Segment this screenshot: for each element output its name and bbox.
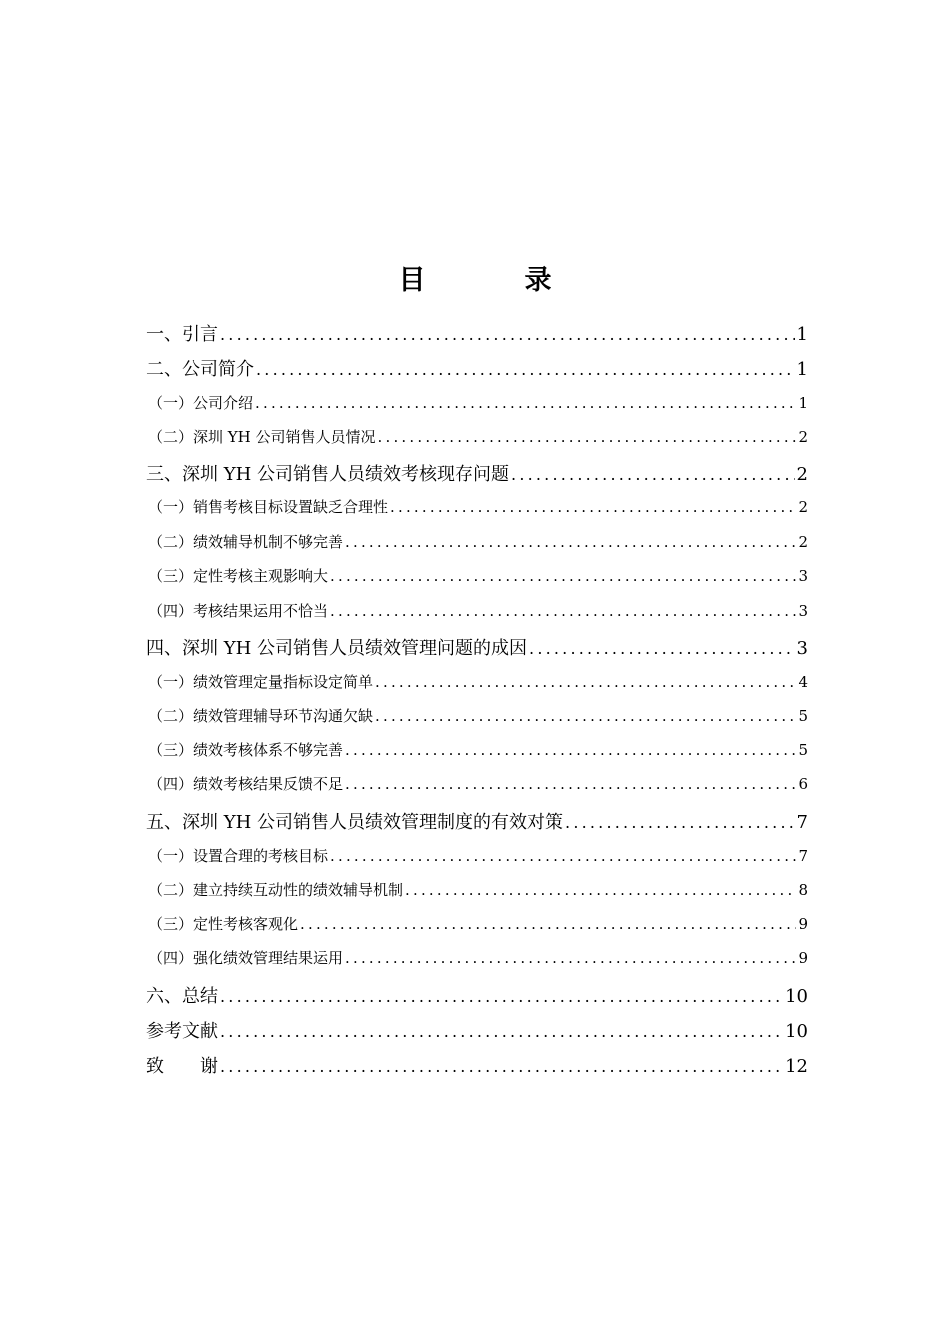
toc-leader-dots [375, 707, 796, 725]
toc-entry[interactable] [146, 913, 808, 934]
toc-entry[interactable] [146, 1052, 808, 1078]
toc-entry-label: 一、引言 [146, 324, 218, 345]
toc-entry[interactable] [146, 845, 808, 866]
toc-entry[interactable] [146, 671, 808, 692]
toc-entry-page: 10 [785, 986, 808, 1007]
toc-entry-page: 7 [798, 847, 808, 865]
toc-entry[interactable] [146, 496, 808, 517]
toc-leader-dots [375, 673, 796, 691]
toc-entry-page: 1 [796, 324, 808, 345]
toc-leader-dots [255, 394, 796, 412]
toc-entry-label: 五、深圳 YH 公司销售人员绩效管理制度的有效对策 [146, 812, 564, 833]
toc-entry-page: 6 [798, 775, 808, 793]
toc-entry[interactable] [146, 705, 808, 726]
toc-leader-dots [220, 1057, 783, 1076]
toc-entry-page: 3 [798, 602, 808, 620]
toc-entry-label: （二）绩效管理辅导环节沟通欠缺 [148, 707, 374, 725]
toc-entry-label: （二）建立持续互动性的绩效辅导机制 [148, 881, 404, 899]
toc-leader-dots [345, 741, 796, 759]
toc-entry-page: 2 [798, 533, 808, 551]
toc-entry-label: （一）绩效管理定量指标设定简单 [148, 673, 374, 691]
toc-entry-page: 8 [798, 881, 808, 899]
toc-entry-label: （一）公司介绍 [148, 394, 254, 412]
toc-entry-label: （二）绩效辅导机制不够完善 [148, 533, 344, 551]
toc-leader-dots [345, 775, 796, 793]
toc-entry[interactable] [146, 773, 808, 794]
toc-entry-label: 六、总结 [146, 986, 218, 1007]
toc-entry[interactable] [146, 739, 808, 760]
toc-entry-page: 3 [798, 567, 808, 585]
toc-entry[interactable] [146, 982, 808, 1008]
toc-entry-page: 9 [798, 915, 808, 933]
toc-entry[interactable] [146, 879, 808, 900]
toc-entry-label: 参考文献 [146, 1021, 218, 1042]
toc-leader-dots [511, 465, 795, 484]
toc-leader-dots [345, 949, 796, 967]
toc-leader-dots [345, 533, 796, 551]
toc-entry-page: 1 [796, 359, 808, 380]
toc-entry[interactable] [146, 565, 808, 586]
toc-entry-page: 2 [798, 498, 808, 516]
toc-entry-page: 7 [796, 812, 808, 833]
toc-leader-dots [529, 639, 795, 658]
toc-entry[interactable] [146, 947, 808, 968]
toc-entry-page: 12 [785, 1056, 808, 1077]
toc-entry-label: （三）定性考核主观影响大 [148, 567, 329, 585]
toc-entry-page: 1 [798, 394, 808, 412]
toc-entry-label: 三、深圳 YH 公司销售人员绩效考核现存问题 [146, 464, 510, 485]
toc-entry-label: 二、公司简介 [146, 359, 254, 380]
toc-leader-dots [220, 1022, 783, 1041]
toc-entry[interactable] [146, 808, 808, 834]
toc-entry-label: （一）销售考核目标设置缺乏合理性 [148, 498, 389, 516]
toc-entry-label: （二）深圳 YH 公司销售人员情况 [148, 428, 376, 446]
toc-leader-dots [330, 602, 796, 620]
toc-entry-label: 四、深圳 YH 公司销售人员绩效管理问题的成因 [146, 638, 528, 659]
toc-leader-dots [565, 813, 795, 832]
toc-entry-page: 2 [798, 428, 808, 446]
toc-entry[interactable] [146, 1017, 808, 1043]
toc-entry-label: （三）绩效考核体系不够完善 [148, 741, 344, 759]
toc-entry[interactable] [146, 355, 808, 381]
toc-entry-page: 4 [798, 673, 808, 691]
toc-leader-dots [405, 881, 796, 899]
toc-entry-label: （三）定性考核客观化 [148, 915, 299, 933]
toc-entry-page: 9 [798, 949, 808, 967]
toc-leader-dots [330, 567, 796, 585]
toc-entry-label: （四）考核结果运用不恰当 [148, 602, 329, 620]
toc-entry-label: （四）绩效考核结果反馈不足 [148, 775, 344, 793]
toc-entry[interactable] [146, 392, 808, 413]
toc-leader-dots [378, 428, 796, 446]
toc-entry-page: 3 [796, 638, 808, 659]
toc-leader-dots [220, 325, 795, 344]
toc-entry-page: 10 [785, 1021, 808, 1042]
toc-leader-dots [390, 498, 796, 516]
toc-leader-dots [256, 360, 795, 379]
toc-entry-label: 致 谢 [146, 1056, 218, 1077]
toc-leader-dots [220, 987, 783, 1006]
toc-entry-page: 5 [798, 707, 808, 725]
toc-entry[interactable] [146, 600, 808, 621]
toc-entry[interactable] [146, 426, 808, 447]
toc-leader-dots [300, 915, 796, 933]
toc-entry-label: （四）强化绩效管理结果运用 [148, 949, 344, 967]
toc-entry[interactable] [146, 531, 808, 552]
toc-title: 目 录 [398, 265, 588, 296]
toc-entry-label: （一）设置合理的考核目标 [148, 847, 329, 865]
toc-leader-dots [330, 847, 796, 865]
toc-entry-page: 2 [796, 464, 808, 485]
toc-entry-page: 5 [798, 741, 808, 759]
toc-entry[interactable] [146, 460, 808, 486]
toc-entry[interactable] [146, 320, 808, 346]
toc-entry[interactable] [146, 634, 808, 660]
